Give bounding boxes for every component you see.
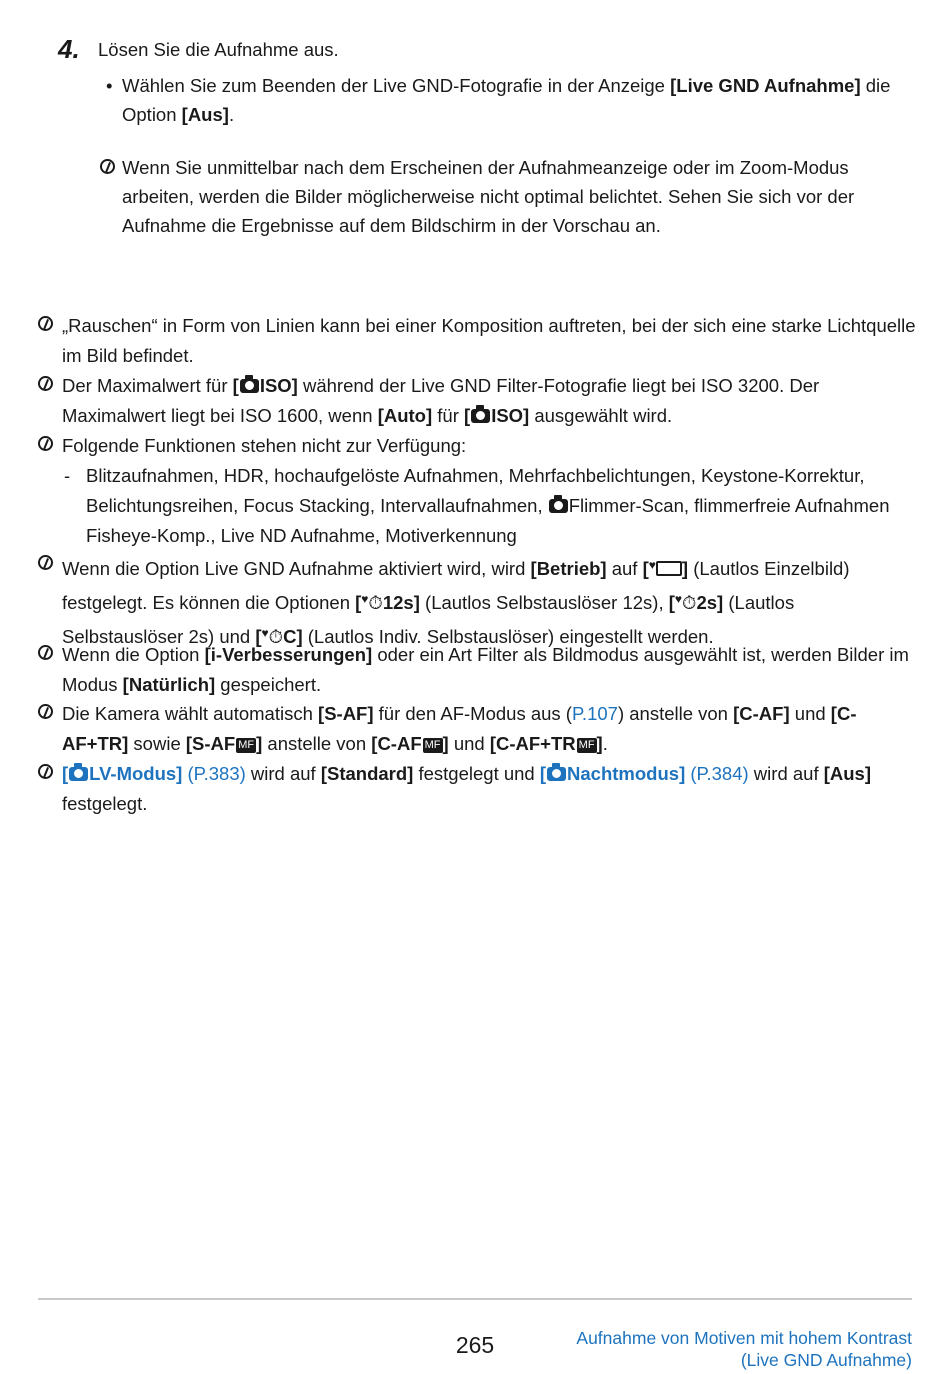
- step-note-text: Wenn Sie unmittelbar nach dem Erscheinen der Aufnahmeanzeige oder im Zoom-Modus arbeiten, werden die Bilder möglicherweise nicht optimal belichtet. Sehen Sie sich vor der Aufnahme die Ergebnisse auf dem Bildschirm in der Vorschau an.: [122, 157, 855, 236]
- bullet-marker: •: [106, 75, 113, 96]
- mf-badge-icon: MF: [578, 739, 595, 751]
- list-dash: -: [64, 465, 71, 486]
- camera-icon: [240, 379, 259, 393]
- camera-icon: [69, 767, 88, 781]
- page-number: 265: [455, 1332, 495, 1358]
- note-iso-max: [38, 371, 918, 431]
- link-night-mode[interactable]: [ Nachtmodus]: [539, 763, 686, 784]
- note-text: „Rauschen“ in Form von Linien kann bei einer Komposition auftreten, bei der sich eine starke Lichtquelle im Bild befindet.: [62, 315, 916, 366]
- footer-line-1: Aufnahme von Motiven mit hohem Kontrast: [576, 1328, 912, 1348]
- heart-icon: ♥: [361, 592, 369, 606]
- note-text: Wenn die Option Live GND Aufnahme aktiviert wird, wird [Betrieb] auf [♥ ] (Lautlos Einzelbild) festgelegt. Es können die Optionen [♥⏱12s] (Lautlos Selbstauslöser 12s), [♥⏱2s] (Lautlos Selbstauslöser 2s) und [♥⏱C] (Lautlos Indiv. Selbstauslöser) eingestellt werden.: [62, 558, 850, 647]
- step-title: Lösen Sie die Aufnahme aus.: [98, 39, 339, 60]
- note-icon: [38, 436, 53, 451]
- note-af-mode: [38, 699, 918, 759]
- camera-icon: [471, 409, 490, 423]
- note-lv-mode: [38, 759, 918, 819]
- step-number: 4.: [58, 34, 80, 64]
- step-bullet: [106, 71, 896, 129]
- heart-icon: ♥: [674, 592, 683, 606]
- mf-badge-icon: MF: [424, 739, 441, 751]
- page-link[interactable]: P.107: [571, 703, 618, 724]
- heart-icon: ♥: [261, 626, 269, 640]
- note-drive-mode: [38, 550, 918, 652]
- page-link[interactable]: (P.384): [690, 763, 749, 784]
- note-icon: [38, 316, 53, 331]
- footer-line-2: (Live GND Aufnahme): [740, 1350, 912, 1370]
- unavailable-list: - Blitzaufnahmen, HDR, hochaufgelöste Aufnahmen, Mehrfachbelichtungen, Keystone-Korrektur, Belichtungsreihen, Focus Stacking, Intervallaufnahmen, Flimmer-Scan, flimmerfreie Aufnahmen Fisheye-Komp., Live ND Aufnahme, Motiverkennung: [62, 461, 918, 551]
- page-link[interactable]: (P.383): [187, 763, 246, 784]
- footer-rule: [38, 1298, 912, 1300]
- note-picture-mode: [38, 640, 918, 700]
- note-icon: [100, 159, 115, 174]
- camera-icon: [549, 499, 568, 513]
- bullet-text: Wählen Sie zum Beenden der Live GND-Fotografie in der Anzeige [Live GND Aufnahme] die Option [Aus].: [122, 75, 891, 125]
- note-icon: [38, 704, 53, 719]
- self-timer-icon: ⏱: [682, 592, 697, 613]
- note-text: Der Maximalwert für [ ISO] während der Live GND Filter-Fotografie liegt bei ISO 3200. Der Maximalwert liegt bei ISO 1600, wenn [Auto] für [ ISO] ausgewählt wird.: [62, 375, 820, 426]
- mf-badge-icon: MF: [238, 739, 255, 751]
- step-note: [100, 153, 900, 240]
- note-icon: [38, 645, 53, 660]
- note-icon: [38, 764, 53, 779]
- note-noise: [38, 311, 918, 371]
- single-frame-icon: [656, 561, 682, 576]
- note-icon: [38, 555, 53, 570]
- note-text: [ LV-Modus] (P.383) wird auf [Standard] festgelegt und [ Nachtmodus] (P.384) wird auf [Aus] festgelegt.: [62, 763, 872, 814]
- heart-icon: ♥: [648, 558, 656, 572]
- note-unavailable: [38, 431, 918, 551]
- note-icon: [38, 376, 53, 391]
- footer-chapter-link[interactable]: [576, 1327, 912, 1371]
- link-lv-mode[interactable]: [ LV-Modus]: [62, 763, 183, 784]
- note-text: Folgende Funktionen stehen nicht zur Verfügung:: [62, 435, 467, 456]
- self-timer-icon: ⏱: [368, 592, 383, 613]
- camera-icon: [547, 767, 566, 781]
- note-text: Die Kamera wählt automatisch [S-AF] für den AF-Modus aus (P.107) anstelle von [C-AF] und [C-AF+TR] sowie [S-AF MF ] anstelle von [C-AF MF ] und [C-AF+TR MF ].: [62, 703, 857, 754]
- note-text: Wenn die Option [i-Verbesserungen] oder ein Art Filter als Bildmodus ausgewählt ist, werden Bilder im Modus [Natürlich] gespeichert.: [62, 644, 909, 695]
- self-timer-icon: ⏱: [268, 626, 284, 647]
